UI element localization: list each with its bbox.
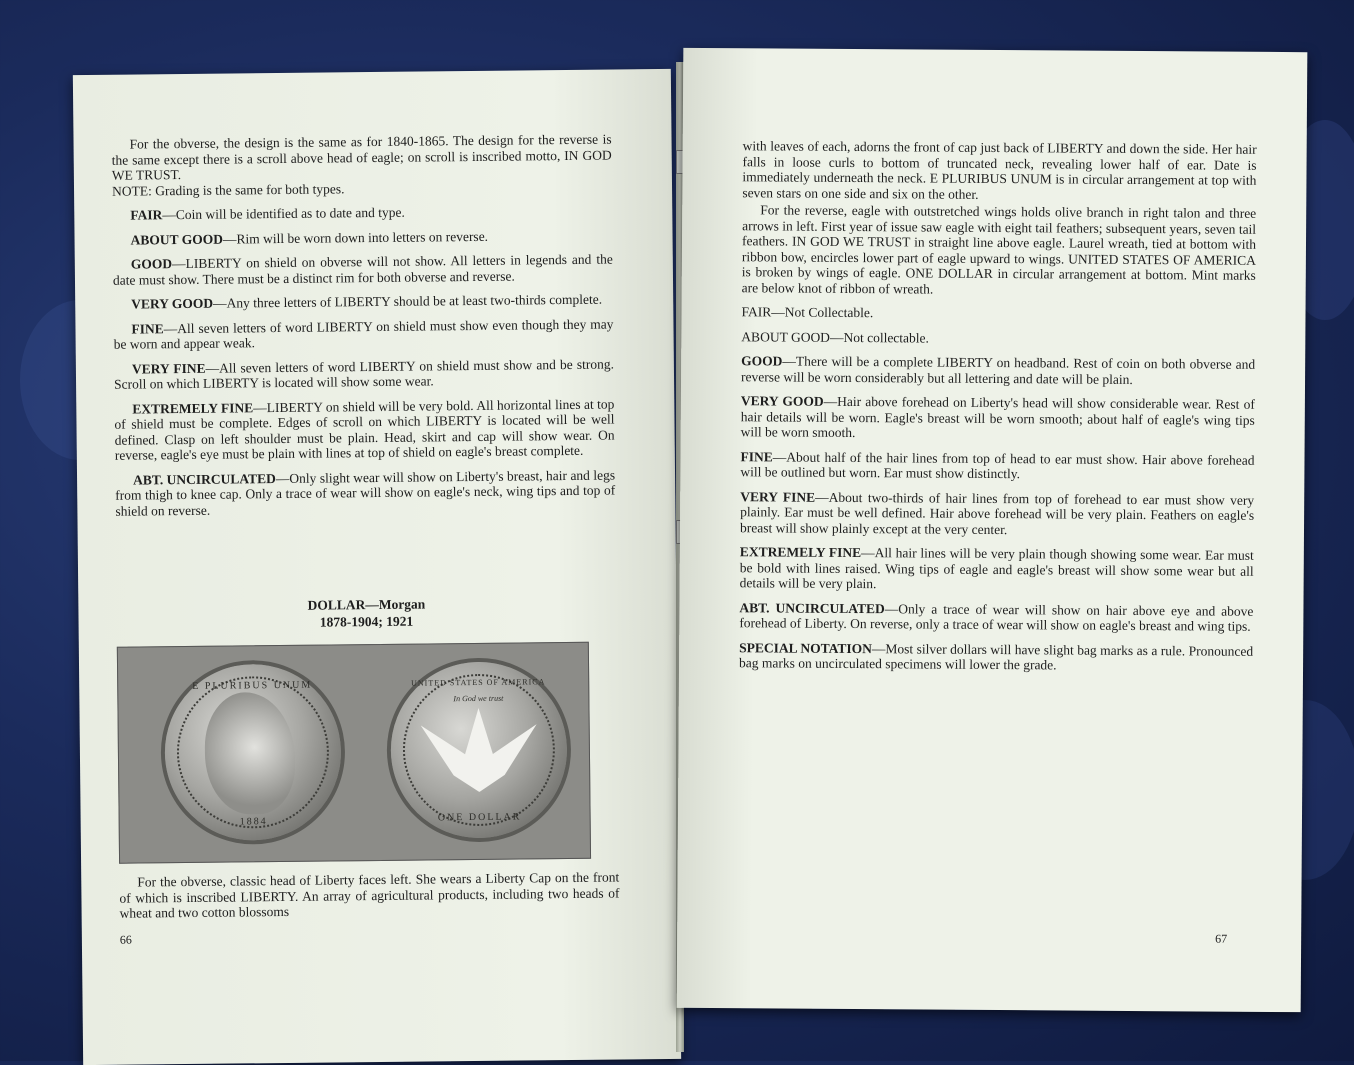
grade-entry: VERY FINE—About two-thirds of hair lines from top of forehead to ear must show very plainly. Ear must be well defined. Hair above forehead will be very plain. Feathers on eagle's breast will show plainly except at the very center. [739,488,1255,537]
reverse-legend: UNITED STATES OF AMERICA [411,677,546,688]
continuation-paragraph: with leaves of each, adorns the front of cap just back of LIBERTY and down the side. Her hair falls in loose curls to bottom of truncated neck, revealing lower half of ear. Date is immediately underneath the neck. E PLURIBUS UNUM is in circular arrangement at top with seven stars on one side and six on the other. [742,138,1257,202]
section-title: DOLLAR—Morgan [307,596,426,613]
grade-entry: GOOD—There will be a complete LIBERTY on headband. Rest of coin on both obverse and reverse will be worn considerably but all lettering and date will be plain. [741,353,1256,387]
page-number: 66 [119,932,132,947]
grade-entry: ABOUT GOOD—Rim will be worn down into letters on reverse. [130,228,489,248]
note-line: NOTE: Grading is the same for both types. [111,180,345,199]
reverse-description: For the reverse, eagle with outstretched wings holds olive branch in right talon and three arrows in left. First year of issue saw eagle with eight tail feathers; subsequent years, seven tail feathers. IN GOD WE TRUST in straight line above eagle. Laurel wreath, tied at bottom with ribbon bow, encircles lower part of eagle upward to wings. UNITED STATES OF AMERICA is broken by wings of eagle. ONE DOLLAR in circular arrangement at bottom. Mint marks are below knot of ribbon of wreath. [741,202,1257,297]
left-page [73,69,681,1065]
closing-paragraph: For the obverse, classic head of Liberty faces left. She wears a Liberty Cap on the front of which is inscribed LIBERTY. An array of agricultural products, including two heads of wheat and two cotton blossoms [119,869,620,921]
grade-entry: ABT. UNCIRCULATED—Only slight wear will show on Liberty's breast, hair and legs from thigh to knee cap. Only a trace of wear will show on eagle's neck, wing tips and top of shield on reverse. [115,467,616,519]
grade-entry: GOOD—LIBERTY on shield on obverse will not show. All letters in legends and the date must show. There must be a distinct rim for both obverse and reverse. [112,251,613,288]
reverse-denomination: ONE DOLLAR [437,811,522,824]
grade-entry: ABT. UNCIRCULATED—Only a trace of wear will show on hair above eye and above forehead of Liberty. On reverse, only a trace of wear will show on eagle's breast and wing tips. [739,599,1254,634]
grade-entry: FINE—All seven letters of word LIBERTY on shield must show even though they may be worn and appear weak. [113,316,614,352]
section-caption [116,593,616,632]
grade-entry: VERY GOOD—Any three letters of LIBERTY should be at least two-thirds complete. [131,291,603,312]
grade-entry: FAIR—Not Collectable. [741,304,874,321]
intro-paragraph: For the obverse, the design is the same as for 1840-1865. The design for the reverse is the same except there is a scroll above head of eagle; on scroll is inscribed motto, IN GOD WE TRUST. [111,131,612,183]
left-text-block [111,132,615,528]
grade-entry: ABOUT GOOD—Not collectable. [741,328,930,346]
obverse-date: 1884 [239,816,268,828]
section-dates: 1878-1904; 1921 [319,613,414,630]
grade-entry: VERY FINE—All seven letters of word LIBERTY on shield must show and be strong. Scroll on which LIBERTY is located will show some wear. [113,356,614,392]
grade-entry: FAIR—Coin will be identified as to date and type. [130,204,405,223]
grade-entry: SPECIAL NOTATION—Most silver dollars will have slight bag marks as a rule. Pronounced bag marks on uncirculated specimens will lower the grade. [739,639,1254,673]
reverse-coin [390,661,568,839]
obverse-legend: E PLURIBUS UNUM [192,679,313,692]
right-page [677,48,1308,1012]
page-number: 67 [1215,931,1228,946]
reverse-motto: In God we trust [453,693,504,704]
grade-entry: EXTREMELY FINE—All hair lines will be very plain though showing some wear. Ear must be bold with lines raised. Wing tips of eagle and eagle's breast will show some wear but all details will be very plain. [739,544,1254,592]
right-text-block [739,138,1257,683]
obverse-coin [164,663,342,841]
grade-entry: EXTREMELY FINE—LIBERTY on shield will be very bold. All horizontal lines at top of shield must be complete. Edges of scroll on which LIBERTY is located will be well defined. Clasp on left shoulder must be plain. Head, skirt and cap will show wear. On reverse, eagle's eye must be plain with lines at top of shield on eagle's breast complete. [114,396,615,463]
grade-entry: VERY GOOD—Hair above forehead on Liberty's head will show considerable wear. Rest of hair details will be worn. Eagle's breast will be worn smooth; about half of eagle's wing tips will be worn smooth. [740,393,1255,441]
grade-entry: FINE—About half of the hair lines from top of head to ear must show. Hair above forehead will be outlined but worn. Ear must show distinctly. [740,448,1255,482]
coin-photo [117,642,591,864]
